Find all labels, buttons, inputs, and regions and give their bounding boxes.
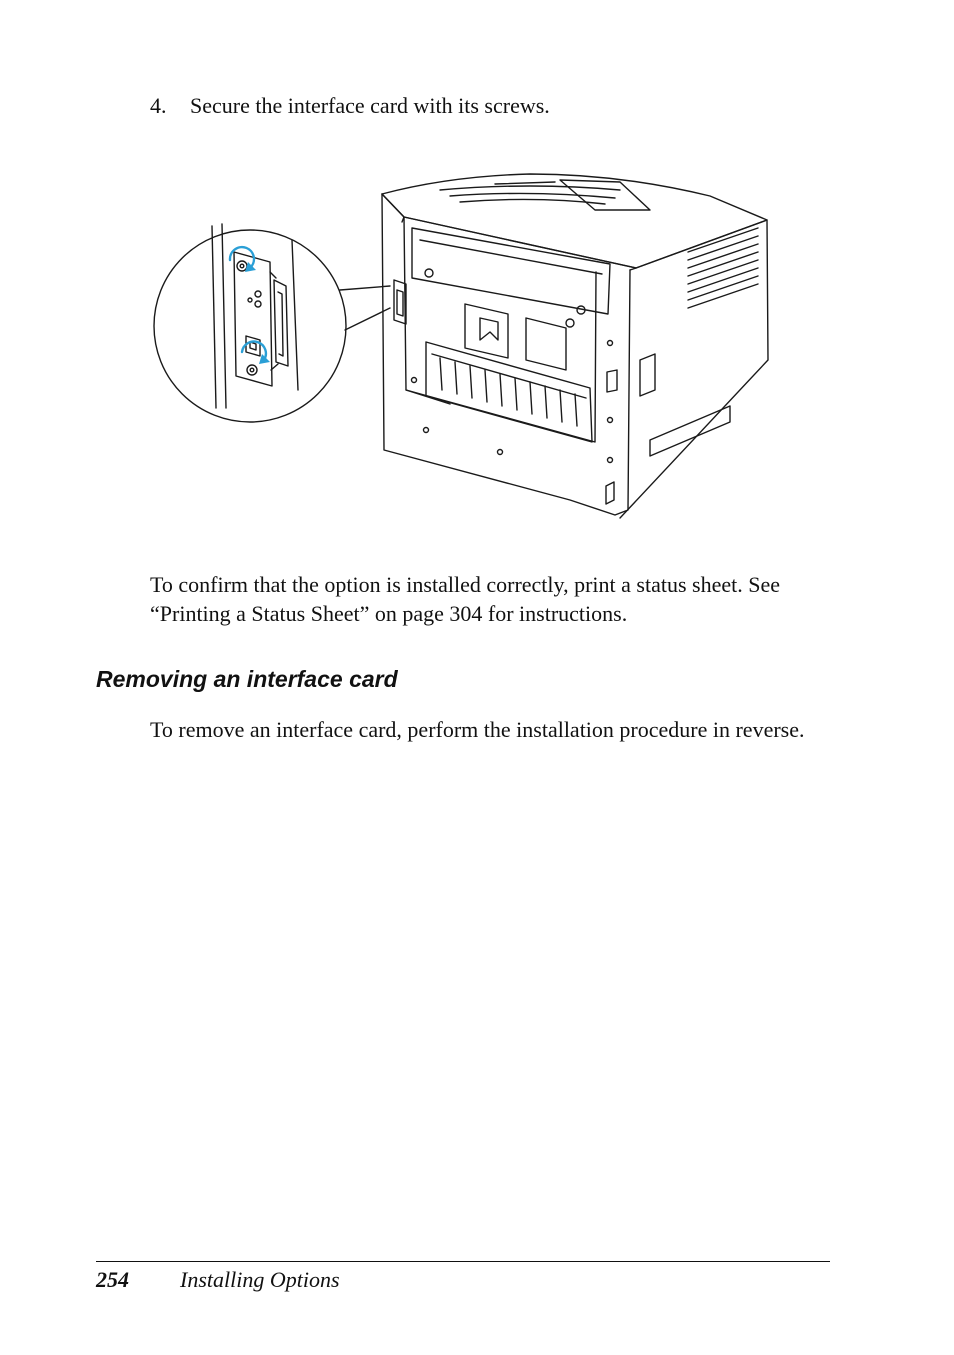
page-number: 254 — [96, 1267, 129, 1292]
remove-text: To remove an interface card, perform the installation procedure in reverse. — [150, 717, 805, 742]
remove-paragraph — [150, 715, 840, 744]
step-text: Secure the interface card with its screws. — [190, 93, 550, 118]
confirm-paragraph — [150, 570, 840, 628]
section-heading: Removing an interface card — [96, 666, 398, 692]
footer-divider — [96, 1261, 830, 1262]
printer-rear-illustration — [150, 160, 780, 530]
page-footer — [96, 1265, 340, 1295]
step-4 — [150, 91, 550, 121]
interface-card-detail — [154, 224, 390, 422]
printer-body — [382, 174, 768, 518]
confirm-text: To confirm that the option is installed correctly, print a status sheet. See “Printing a Status Sheet” on page 304 for instructions. — [150, 572, 780, 626]
chapter-title: Installing Options — [180, 1267, 340, 1292]
step-number: 4. — [150, 93, 167, 118]
